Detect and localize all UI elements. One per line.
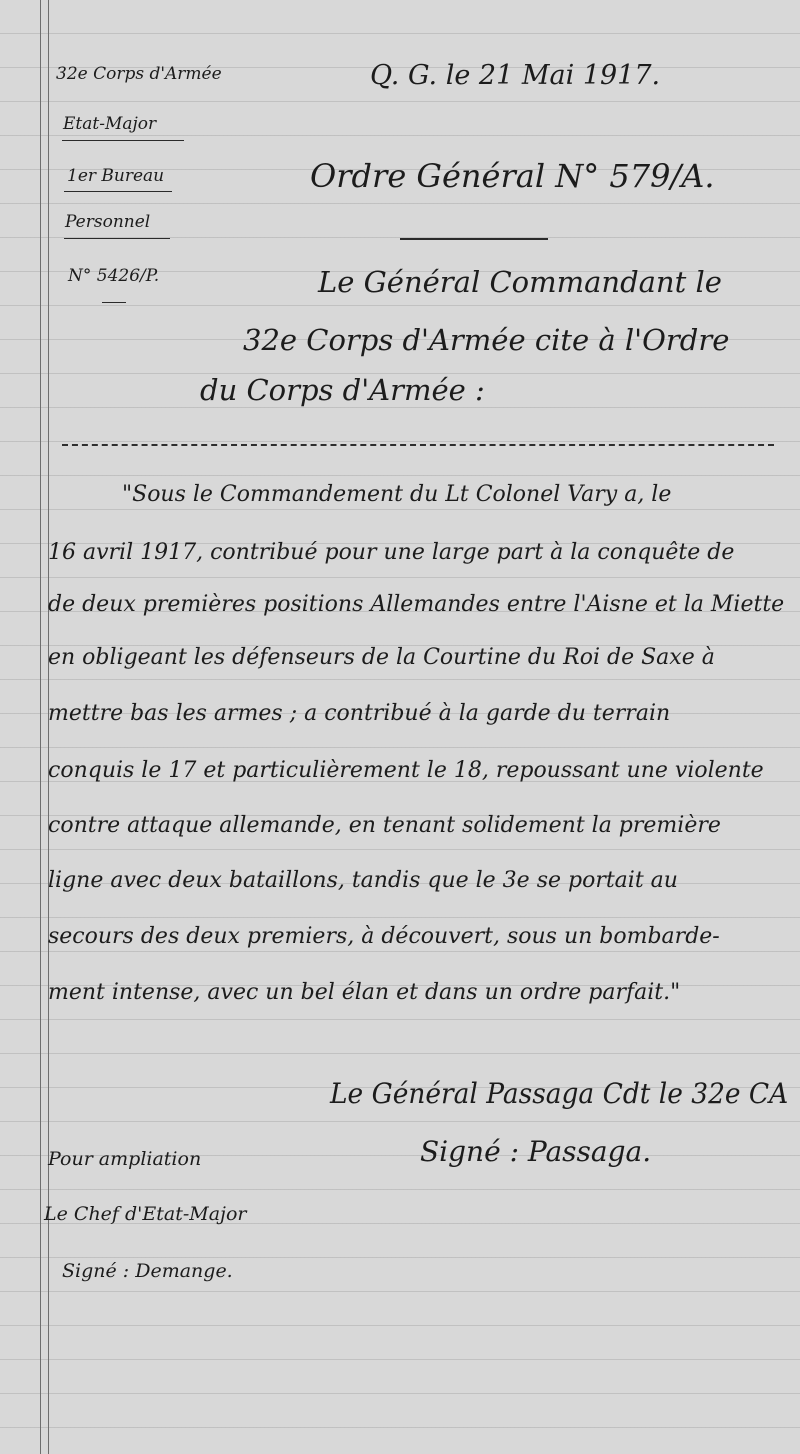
body-line: 16 avril 1917, contribué pour une large part à la conquête de (48, 540, 735, 565)
body-line: de deux premières positions Allemandes entre l'Aisne et la Miette (48, 592, 785, 617)
body-line: contre attaque allemande, en tenant solidement la première (48, 813, 721, 838)
body-line: secours des deux premiers, à découvert, sous un bombarde- (48, 924, 720, 949)
signature-line-1: Le Général Passaga Cdt le 32e CA (330, 1077, 789, 1110)
body-line: ment intense, avec un bel élan et dans un ordre parfait." (48, 980, 681, 1005)
header-underline-personnel (64, 238, 170, 239)
header-underline-numero (102, 302, 126, 303)
header-underline-etat-major (62, 140, 184, 141)
header-underline-bureau (64, 191, 172, 192)
body-line: mettre bas les armes ; a contribué à la garde du terrain (48, 701, 671, 726)
header-etat-major: Etat-Major (63, 114, 157, 134)
signature-line-2: Signé : Passaga. (420, 1135, 652, 1168)
heading-line-1: Le Général Commandant le (318, 265, 722, 299)
ampliation-line-1: Pour ampliation (48, 1148, 202, 1170)
body-line: conquis le 17 et particulièrement le 18, repoussant une violente (48, 758, 764, 783)
title-underline (400, 238, 548, 240)
heading-line-3: du Corps d'Armée : (200, 373, 485, 407)
date-line: Q. G. le 21 Mai 1917. (370, 60, 661, 91)
body-line: en obligeant les défenseurs de la Courtine du Roi de Saxe à (48, 645, 715, 670)
dashed-separator (62, 444, 774, 446)
header-corps: 32e Corps d'Armée (56, 64, 222, 84)
heading-line-2: 32e Corps d'Armée cite à l'Ordre (243, 323, 730, 357)
body-line: ligne avec deux bataillons, tandis que le 3e se portait au (48, 868, 678, 893)
ampliation-line-2: Le Chef d'Etat-Major (44, 1203, 247, 1225)
header-numero: N° 5426/P. (68, 266, 160, 286)
order-title: Ordre Général N° 579/A. (310, 157, 715, 195)
header-personnel: Personnel (65, 212, 151, 232)
margin-rule-outer (40, 0, 41, 1454)
body-line: "Sous le Commandement du Lt Colonel Vary a, le (122, 482, 672, 507)
header-bureau: 1er Bureau (67, 166, 165, 186)
margin-rule-inner (48, 0, 49, 1454)
ampliation-line-3: Signé : Demange. (62, 1260, 233, 1282)
